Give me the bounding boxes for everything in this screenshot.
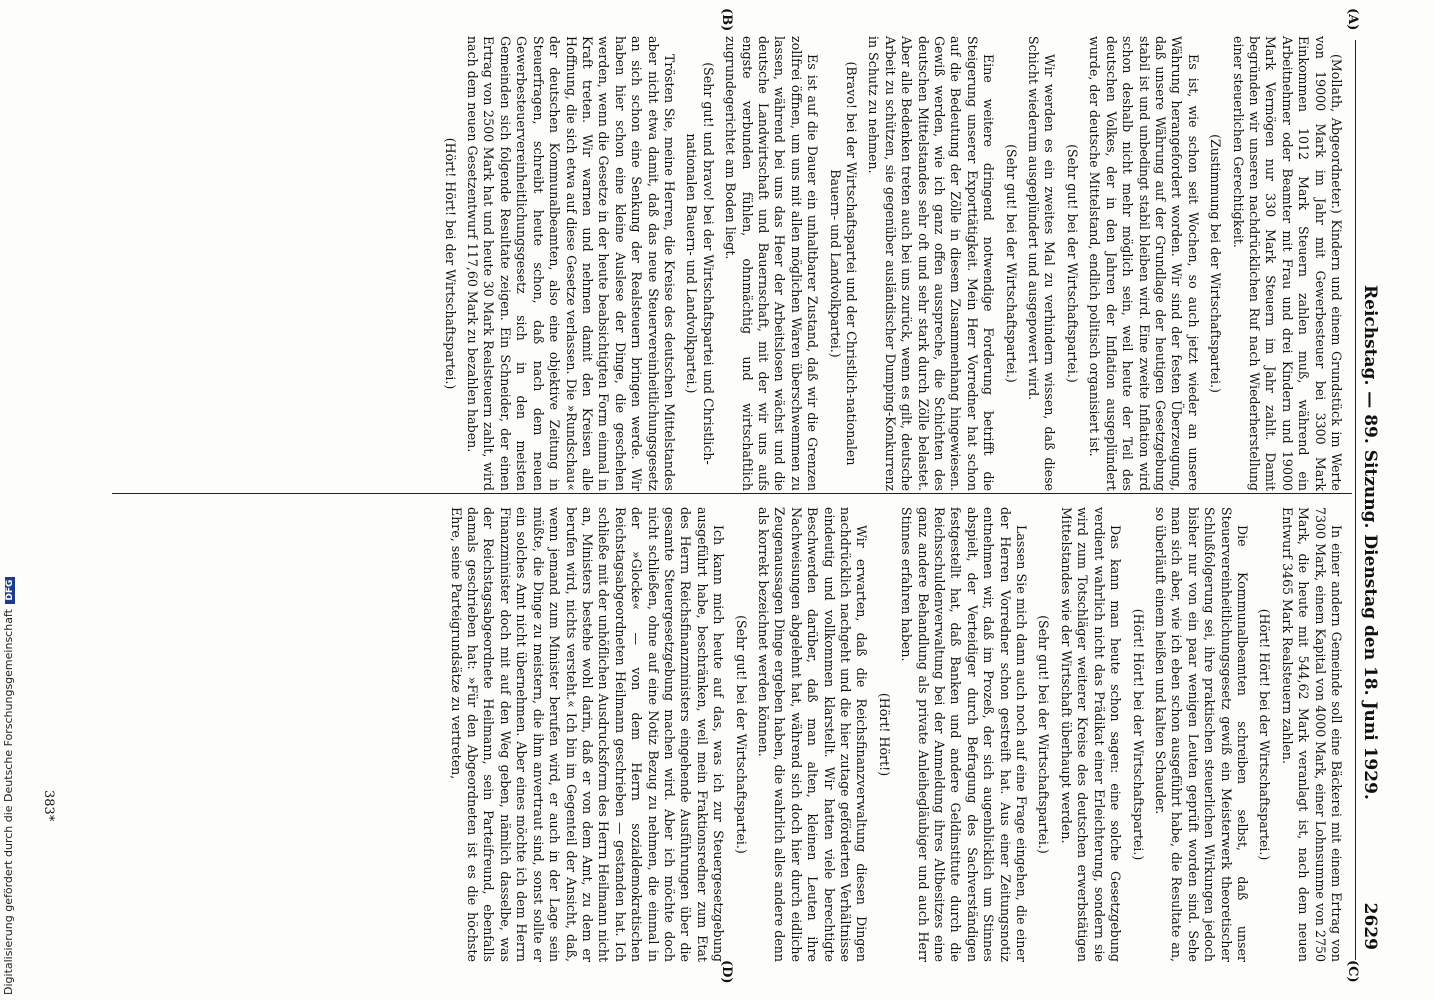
interjection: (Hört! Hört!) — [876, 692, 892, 777]
interjection: (Hört! Hört! bei der Wirtschaftspartei.) — [1130, 608, 1146, 861]
interjection: (Zustimmung bei der Wirtschaftspartei.) — [1208, 134, 1224, 393]
paragraph: (Mollath, Abgeordneter.) Kindern und einem Grundstück im Werte von 19000 Mark im Jahr mit Gewerbesteuer bei 3300 Mark Einkommen 1012 Mark Steuern zahlen muß, während ein Arbeitnehmer oder Beamter mit Frau und drei Kindern und 19000 Mark Vermögen nur 330 Mark Steuern im Jahr zahlt. Damit begründen wir unseren nachdrücklichen Ruf nach Wiederherstellung einer steuerlichen Gerechtigkeit. — [1230, 36, 1344, 491]
paragraph: Ich kann mich heute auf das, was ich zur Steuergesetzgebung ausgeführt habe, beschränken, weil mein Fraktionsredner zum Etat des Herrn Reichsfinanzministers eingehende Ausführungen über die gesamte Steuergesetzgebung machen wird. Aber ich möchte doch nicht schließen, ohne auf eine Notiz Bezug zu nehmen, die einmal in der »Glocke« — von dem Herrn sozialdemokratischen Reichstagsabgeordneten Heilmann geschrieben — gestanden hat. Ich schließe mit der unhöflichen Ausdrucksform des Herrn Heilmann nicht an, Ministers bestehe wohl darin, daß er von dem Amt, zu dem er berufen wird, nichts versteht.« Ich bin im Gegenteil der Ansicht, daß, wenn jemand zum Minister berufen wird, er auch in der Lage sein müßte, die Dinge zu meistern, die ihm anvertraut sind, sonst sollte er ein solches Amt nicht übernehmen. Aber eines möchte ich dem Herrn Finanzminister doch mit auf den Weg geben, nämlich dasselbe, was der Reichstagsabgeordnete Heilmann, sein Parteifreund, ebenfalls damals geschrieben hat: »Für den Abgeordneten ist es die höchste Ehre, seine Parteigrundsätze zu vertreten, — [448, 507, 727, 962]
marker-b: (B) — [719, 8, 734, 32]
paragraph: Das kann man heute schon sagen: eine solche Gesetzgebung verdient wahrlich nicht das Prädikat einer Erleichterung, sondern sie wird zum Totschläger weiterer Kreise des deutschen erwerbstätigen Mittelstandes wie der Wirtschaft überhaupt werden. — [1058, 507, 1124, 962]
interjection: (Sehr gut! bei der Wirtschaftspartei.) — [1036, 615, 1052, 854]
right-column — [441, 507, 1344, 962]
marker-a: (A) — [1345, 8, 1360, 31]
left-column — [435, 36, 1344, 491]
interjection: (Bravo! bei der Wirtschaftspartei und der Christlich-nationalen Bauern- und Landvolkpartei.) — [827, 61, 860, 466]
header-page-number: 2629 — [1360, 902, 1380, 950]
paragraph: Die Kommunalbeamten schreiben selbst, daß unser Steuervereinheitlichungsgesetz gewiß ein Meisterwerk theoretischer Schlußfolgerung sei, ihre praktischen steuerlichen Wirkungen jedoch bisher nur von ein paar wenigen Leuten geprüft worden sind. Sehe man sich aber, wie ich eben schon ausgeführt habe, die Resultate an, so überläuft einem heißen und kalten Schauder. — [1152, 507, 1250, 962]
page-header — [1355, 40, 1382, 960]
interjection: (Hört! Hört! bei der Wirtschaftspartei.) — [1257, 608, 1273, 861]
paragraph: Wir werden es ein zweites Mal zu verhindern wissen, daß diese Schicht wiederum ausgeplündert und ausgepowert wird. — [1026, 36, 1058, 491]
header-title: Reichstag. — 89. Sitzung. Dienstag den 18. Juni 1929. — [1360, 285, 1380, 800]
interjection: (Sehr gut! bei der Wirtschaftspartei.) — [1064, 144, 1080, 383]
paragraph: Es ist auf die Dauer ein unhaltbarer Zustand, daß wir die Grenzen zollfrei öffnen, um uns mit allen möglichen Waren überschwemmen zu lassen, während bei uns das Heer der Arbeitslosen wächst und die deutsche Landwirtschaft und Bauernschaft, mit der wir uns aufs engste verbunden fühlen, ohnmächtig und wirtschaftlich zugrundegerichtet am Boden liegt. — [723, 36, 821, 491]
footer-number: 383* — [41, 790, 56, 822]
interjection: (Sehr gut! und bravo! bei der Wirtschaftspartei und Christlich-nationalen Bauern- und Landvolkpartei.) — [684, 62, 716, 465]
paragraph: Trösten Sie, meine Herren, die Kreise des deutschen Mittelstandes aber nicht etwa damit, daß das neue Steuervereinheitlichungsgesetz an sich schon eine Senkung der Realsteuern bringen werde. Wir haben hier schon eine kleine Auslese der Dinge, die geschehen werden, wenn die Gesetze in der heute beabsichtigten Form einmal in Kraft treten. Wir warnen und nehmen damit den Kreisen alle Hoffnung, die sich etwa auf diese Gesetze verlassen. Die »Rundschau« der deutschen Kommunalbeamten, also eine objektive Zeitung in Steuerfragen, schreibt heute schon, daß nach dem neuen Gewerbesteuervereinheitlichungsgesetz sich in den meisten Gemeinden sich folgende Resultate zeigen. Ein Schneider, der einen Ertrag von 2500 Mark hat und heute 30 Mark Realsteuern zahlt, wird nach dem neuen Gesetzentwurf 117,60 Mark zu bezahlen haben. — [465, 36, 677, 491]
paragraph: In einer andern Gemeinde soll eine Bäckerei mit einem Ertrag von 7300 Mark, einem Kapital von 4000 Mark, einer Lohnsumme von 2750 Mark, die heute mit 544,62 Mark veranlagt ist, nach dem neuen Entwurf 3465 Mark Realsteuern zahlen. — [1279, 507, 1344, 962]
paragraph: Eine weitere dringend notwendige Forderung betrifft die Steigerung unserer Exporttätigkeit. Mein Herr Vorredner hat schon auf die Bedeutung der Zölle in diesem Zusammenhang hingewiesen. Gewiß werden, wie ich ganz offen ausspreche, die Schichten des deutschen Mittelstandes sehr oft und sehr stark durch Zölle belastet. Aber alle Bedenken treten auch bei uns zurück, wenn es gilt, deutsche Arbeit zu schützen, sie gegenüber ausländischer Dumping-Konkurrenz in Schutz zu nehmen. — [866, 36, 997, 491]
paragraph: Wir erwarten, daß die Reichsfinanzverwaltung diesen Dingen nachdrücklich nachgeht und die hier zutage geförderten Verhältnisse eindeutig und vollkommen klarstellt. Wir hatten viele berechtigte Beschwerden darüber, daß man alten, kleinen Leuten ihre Nachweisungen abgelehnt hat, während sich doch hier durch eidliche Zeugenaussagen Dinge ergeben haben, die wahrlich alles andere denn als korrekt bezeichnet werden können. — [756, 507, 870, 962]
column-divider — [112, 493, 1352, 494]
interjection: (Sehr gut! bei der Wirtschaftspartei.) — [1003, 144, 1019, 383]
interjection: (Sehr gut! bei der Wirtschaftspartei.) — [733, 615, 749, 854]
paragraph: Es ist, wie schon seit Wochen, so auch jetzt wieder an unsere Währung herangefordert worden. Wir sind der festen Überzeugung, daß unsere Währung auf der Grundlage der heutigen Gesetzgebung stabil ist und unbedingt stabil bleiben wird. Eine zweite Inflation wird schon deshalb nicht mehr möglich sein, weil heute der Teil des deutschen Volkes, der in den Jahren der Inflation ausgeplündert wurde, der deutsche Mittelstand, endlich politisch organisiert ist. — [1087, 36, 1201, 491]
dfg-logo: DFG — [5, 577, 15, 604]
marker-c: (C) — [1345, 960, 1360, 983]
paragraph: Lassen Sie mich dann auch noch auf eine Frage eingehen, die einer der Herren Vorredner schon gestreift hat. Aus einer Zeitungsnotiz entnehmen wir, daß im Prozeß, der sich augenblicklich um Stinnes abspielt, der Verteidiger durch Befragung des Sachverständigen festgestellt hat, daß Banken und andere Geldinstitute durch die Reichsschuldenverwaltung bei der Anmeldung ihres Altbesitzes eine ganz andere Behandlung als private Anleihegläubiger und auch Herr Stinnes erfahren haben. — [899, 507, 1030, 962]
interjection: (Hört! Hört! bei der Wirtschaftspartei.) — [442, 137, 458, 390]
digitization-text: Digitalisierung gefördert durch die Deutsche Forschungsgemeinschaft — [2, 609, 15, 995]
marker-d: (D) — [719, 960, 734, 984]
